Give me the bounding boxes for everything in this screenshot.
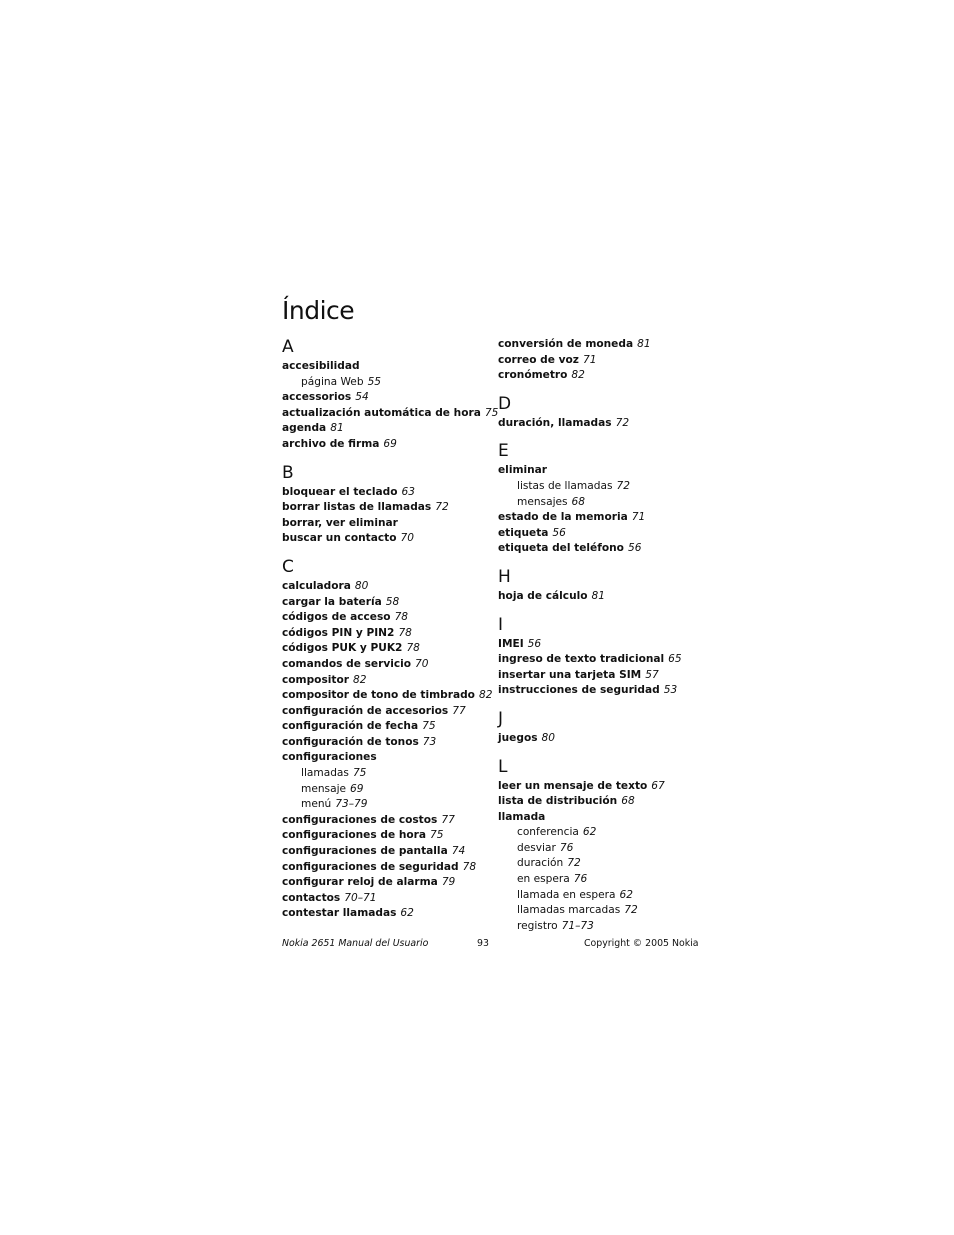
entry-term: archivo de firma [282,437,380,450]
index-subentry [282,782,487,798]
index-entry [498,637,703,653]
index-entry [498,794,703,810]
entry-term: IMEI [498,637,524,650]
index-entry [498,779,703,795]
entry-term: bloquear el teclado [282,485,398,498]
entry-term: conferencia [517,826,579,839]
entry-pages: 65 [668,653,682,666]
entry-pages: 80 [354,579,369,592]
entry-term: configuraciones de pantalla [282,845,448,858]
entry-term: duración [517,857,564,870]
index-column-left [282,336,499,922]
index-entry [282,860,487,876]
entry-term: mensaje [301,782,347,795]
entry-term: correo de voz [498,353,579,366]
entry-pages: 57 [645,668,659,681]
index-entry [282,390,487,406]
entry-pages: 62 [400,907,414,920]
entry-pages: 78 [406,642,420,655]
index-subentry [498,888,703,904]
index-entry [498,416,703,432]
entry-pages: 76 [559,841,574,854]
entry-pages: 62 [619,888,633,901]
entry-pages: 73 [422,735,437,748]
entry-pages: 72 [435,501,449,514]
index-entry [282,735,487,751]
entry-pages: 72 [624,904,638,917]
entry-term: instrucciones de seguridad [498,684,660,697]
entry-pages: 56 [527,637,542,650]
index-entry [282,406,499,422]
index-entry [498,589,703,605]
section-letter: C [282,556,294,577]
index-entry [282,641,487,657]
entry-pages: 76 [573,873,588,886]
entry-pages: 72 [567,857,581,870]
section-letter: B [282,462,294,483]
entry-pages: 71 [582,353,597,366]
section-letter: A [282,337,294,357]
index-entry [498,652,703,668]
entry-pages: 70 [400,532,414,545]
index-entry [282,828,487,844]
section-letter: E [498,441,509,462]
index-entry [498,353,703,369]
entry-term: códigos de acceso [282,611,391,624]
entry-term: cargar la batería [282,595,382,608]
entry-term: menú [301,798,332,811]
index-entry [282,595,487,611]
footer-copyright: Copyright © 2005 Nokia [584,938,699,949]
entry-pages: 67 [651,779,665,792]
entry-term: estado de la memoria [498,511,628,524]
entry-pages: 56 [552,526,566,539]
entry-pages: 68 [571,495,586,508]
entry-pages: 70–71 [344,891,377,904]
entry-term: juegos [498,731,538,744]
entry-term: conversión de moneda [498,338,634,350]
index-entry [282,485,487,501]
entry-pages: 80 [541,731,556,744]
section-letter: I [498,614,504,635]
entry-term: agenda [282,422,327,435]
entry-pages: 69 [350,782,364,795]
index-subentry [498,872,703,888]
entry-term: ingreso de texto tradicional [498,653,665,666]
entry-pages: 72 [616,479,630,492]
entry-term: lista de distribución [498,795,618,808]
entry-pages: 55 [367,375,382,388]
entry-term: configuración de accesorios [282,704,449,717]
entry-term: etiqueta [498,526,549,539]
index-subentry [282,766,487,782]
entry-term: llamadas [301,767,349,780]
index-entry [282,906,487,922]
entry-pages: 62 [582,826,597,839]
index-entry [282,704,487,720]
index-entry [498,368,703,384]
entry-term: borrar, ver eliminar [282,516,398,529]
entry-term: calculadora [282,579,351,592]
entry-term: configuraciones de hora [282,829,427,842]
index-entry [282,421,487,437]
entry-term: listas de llamadas [517,479,613,492]
entry-term: desviar [517,841,556,854]
entry-term: leer un mensaje de texto [498,779,648,792]
entry-pages: 75 [430,829,444,842]
entry-term: página Web [301,375,364,388]
entry-term: llamada [498,810,546,823]
page-title: Índice [282,296,355,325]
entry-pages: 79 [441,876,456,889]
index-entry [498,337,703,353]
index-entry [282,875,487,891]
entry-pages: 58 [385,595,400,608]
index-entry [282,688,493,704]
entry-term: contactos [282,891,341,904]
entry-pages: 69 [383,437,397,450]
entry-pages: 72 [615,416,630,429]
entry-pages: 77 [452,704,466,717]
index-subentry [498,495,703,511]
footer-manual-title: Nokia 2651 Manual del Usuario [282,938,429,949]
index-entry [498,731,703,747]
index-subentry [498,841,703,857]
entry-term: comandos de servicio [282,657,412,670]
entry-term: configuraciones de costos [282,813,438,826]
entry-pages: 82 [571,369,585,382]
index-subentry [498,919,703,935]
entry-pages: 81 [330,422,344,435]
entry-term: configuración de fecha [282,720,419,733]
entry-pages: 68 [621,795,635,808]
entry-pages: 82 [478,689,493,702]
entry-pages: 75 [484,406,499,419]
entry-term: eliminar [498,464,548,477]
entry-term: llamadas marcadas [517,904,621,917]
index-entry [498,526,703,542]
index-subentry [282,797,487,813]
entry-pages: 73–79 [335,798,368,811]
index-entry [282,657,487,673]
index-entry [282,844,487,860]
index-entry [282,750,487,766]
section-letter: L [498,756,508,777]
index-subentry [498,479,703,495]
entry-term: mensajes [517,495,568,508]
index-subentry [498,825,703,841]
entry-term: actualización automática de hora [282,406,481,419]
index-entry [282,531,487,547]
index-column-right [498,337,703,934]
index-entry [498,683,703,699]
entry-pages: 78 [462,860,477,873]
index-entry [498,541,703,557]
index-entry [282,579,487,595]
index-subentry [498,856,703,872]
entry-pages: 77 [441,813,455,826]
entry-term: duración, llamadas [498,416,612,429]
entry-term: accessorios [282,391,352,404]
entry-pages: 53 [663,684,678,697]
entry-pages: 63 [401,485,416,498]
entry-term: configurar reloj de alarma [282,876,438,889]
entry-term: en espera [517,873,570,886]
entry-term: compositor [282,673,349,686]
index-entry [282,359,487,375]
index-entry [282,891,487,907]
entry-term: códigos PUK y PUK2 [282,642,403,655]
footer-page-number: 93 [477,938,489,949]
section-letter: J [498,708,504,729]
index-subentry [282,375,487,391]
entry-pages: 81 [637,338,651,350]
entry-term: configuraciones de seguridad [282,860,459,873]
entry-term: contestar llamadas [282,907,397,920]
index-entry [282,626,487,642]
entry-pages: 54 [355,391,369,404]
entry-pages: 71 [631,511,646,524]
section-letter: D [498,393,512,414]
entry-pages: 82 [352,673,367,686]
index-entry [498,510,703,526]
entry-term: compositor de tono de timbrado [282,689,475,702]
entry-term: insertar una tarjeta SIM [498,668,642,681]
section-letter: H [498,566,511,587]
entry-term: códigos PIN y PIN2 [282,626,395,639]
entry-term: configuración de tonos [282,735,419,748]
index-entry [498,668,703,684]
index-entry [282,500,487,516]
index-entry [282,719,487,735]
entry-term: cronómetro [498,369,568,382]
entry-term: etiqueta del teléfono [498,542,624,555]
entry-term: registro [517,919,558,932]
index-entry [282,673,487,689]
entry-term: accesibilidad [282,360,360,372]
entry-pages: 75 [422,720,436,733]
entry-pages: 56 [627,542,642,555]
entry-pages: 81 [591,589,606,602]
entry-pages: 74 [451,845,466,858]
index-entry [282,516,487,532]
entry-pages: 78 [398,626,412,639]
index-entry [498,463,703,479]
entry-term: buscar un contacto [282,532,397,545]
index-subentry [498,903,703,919]
index-entry [498,810,703,826]
entry-pages: 70 [415,657,429,670]
entry-pages: 78 [394,611,409,624]
entry-term: borrar listas de llamadas [282,501,432,514]
entry-term: hoja de cálculo [498,589,588,602]
index-entry [282,437,487,453]
index-entry [282,813,487,829]
index-entry [282,610,487,626]
entry-term: configuraciones [282,751,377,764]
entry-pages: 71–73 [561,919,594,932]
entry-pages: 75 [352,767,367,780]
entry-term: llamada en espera [517,888,616,901]
